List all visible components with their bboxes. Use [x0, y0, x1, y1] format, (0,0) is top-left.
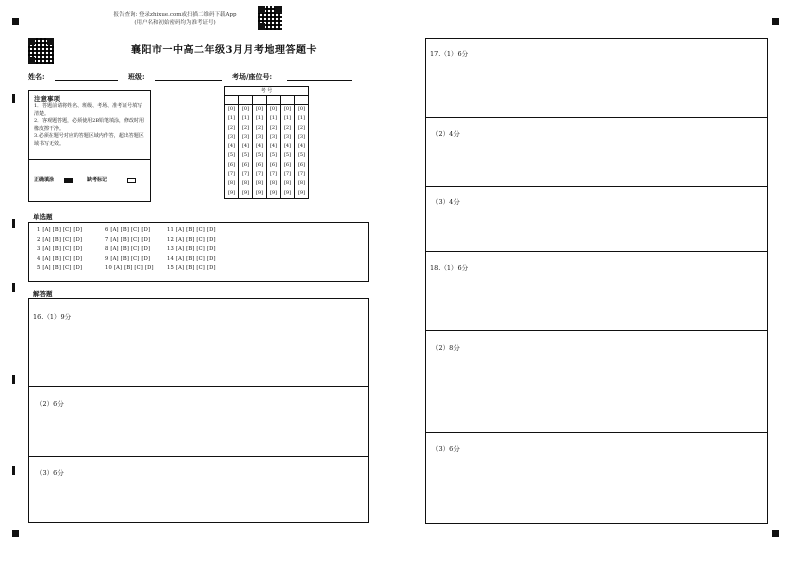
question-label: （2）4分: [432, 130, 460, 138]
answer-section-title: 解答题: [33, 290, 53, 298]
exam-number-bubble[interactable]: [6]: [239, 161, 253, 170]
exam-number-bubble[interactable]: [3]: [239, 133, 253, 142]
exam-number-bubble[interactable]: [7]: [281, 170, 295, 179]
exam-number-bubble[interactable]: [5]: [281, 151, 295, 160]
exam-number-bubble[interactable]: [5]: [225, 151, 239, 160]
exam-number-bubble[interactable]: [3]: [225, 133, 239, 142]
header-note-line2: (用户名和初始密码均为准考证号): [134, 20, 216, 26]
corner-mark: [12, 18, 19, 25]
exam-number-bubble[interactable]: [2]: [253, 124, 267, 133]
answer-box-18-3[interactable]: [425, 432, 768, 524]
answer-box-18-1[interactable]: [425, 251, 768, 331]
exam-number-bubble[interactable]: [3]: [253, 133, 267, 142]
exam-number-write-cell[interactable]: [267, 96, 281, 105]
exam-number-bubble[interactable]: [3]: [295, 133, 309, 142]
question-label: （2）8分: [432, 344, 460, 352]
exam-number-bubble[interactable]: [9]: [225, 189, 239, 199]
choice-question[interactable]: 2 [A] [B] [C] [D]: [37, 236, 83, 243]
class-field[interactable]: [155, 80, 222, 81]
absent-mark-box[interactable]: [127, 178, 136, 183]
exam-number-bubble[interactable]: [1]: [239, 114, 253, 123]
class-label: 班级:: [128, 72, 145, 81]
exam-number-bubble[interactable]: [1]: [253, 114, 267, 123]
choice-question[interactable]: 13 [A] [B] [C] [D]: [167, 246, 216, 253]
choice-question[interactable]: 4 [A] [B] [C] [D]: [37, 255, 83, 262]
exam-number-bubble[interactable]: [6]: [281, 161, 295, 170]
exam-number-bubble[interactable]: [8]: [295, 179, 309, 188]
exam-number-grid: [224, 86, 309, 199]
exam-number-bubble[interactable]: [1]: [281, 114, 295, 123]
exam-number-bubble[interactable]: [2]: [295, 124, 309, 133]
timing-mark: [12, 283, 15, 292]
answer-box-18-2[interactable]: [425, 330, 768, 433]
exam-number-bubble[interactable]: [2]: [225, 124, 239, 133]
exam-number-bubble[interactable]: [5]: [253, 151, 267, 160]
exam-number-bubble[interactable]: [5]: [267, 151, 281, 160]
question-label: （2）6分: [36, 400, 64, 408]
corner-mark: [12, 530, 19, 537]
exam-number-write-cell[interactable]: [225, 96, 239, 105]
exam-number-bubble[interactable]: [8]: [267, 179, 281, 188]
name-field[interactable]: [55, 80, 118, 81]
absent-mark-label: 缺考标记: [87, 177, 108, 183]
question-label: （3）6分: [36, 469, 64, 477]
exam-number-bubble[interactable]: [8]: [239, 179, 253, 188]
corner-mark: [772, 530, 779, 537]
question-label: 18.（1）6分: [430, 264, 469, 272]
exam-number-bubble[interactable]: [1]: [225, 114, 239, 123]
correct-fill-sample: [64, 178, 73, 183]
choice-question[interactable]: 6 [A] [B] [C] [D]: [105, 227, 151, 233]
exam-number-bubble[interactable]: [9]: [295, 189, 309, 199]
qr-code: [258, 6, 282, 30]
exam-number-bubble[interactable]: [0]: [239, 105, 253, 115]
exam-number-bubble[interactable]: [8]: [253, 179, 267, 188]
timing-mark: [12, 466, 15, 475]
timing-mark: [12, 375, 15, 384]
exam-number-bubble[interactable]: [3]: [281, 133, 295, 142]
exam-number-bubble[interactable]: [7]: [239, 170, 253, 179]
seat-field[interactable]: [287, 80, 352, 81]
notice-item: 1．答题前请将姓名、班级、考场、准考证号填写清楚。: [34, 103, 143, 117]
corner-mark: [772, 18, 779, 25]
question-label: （3）4分: [432, 198, 460, 206]
answer-box-16-2[interactable]: [28, 386, 369, 457]
exam-number-bubble[interactable]: [0]: [253, 105, 267, 115]
choice-question[interactable]: 11 [A] [B] [C] [D]: [167, 227, 216, 233]
exam-number-bubble[interactable]: [3]: [267, 133, 281, 142]
choice-question[interactable]: 3 [A] [B] [C] [D]: [37, 246, 83, 253]
qr-code: [28, 38, 54, 64]
choice-question[interactable]: 12 [A] [B] [C] [D]: [167, 236, 216, 243]
exam-number-bubble[interactable]: [1]: [267, 114, 281, 123]
timing-mark: [12, 219, 15, 228]
exam-number-write-cell[interactable]: [239, 96, 253, 105]
exam-number-bubble[interactable]: [6]: [295, 161, 309, 170]
exam-number-bubble[interactable]: [6]: [253, 161, 267, 170]
exam-number-bubble[interactable]: [4]: [253, 142, 267, 151]
exam-number-bubble[interactable]: [2]: [239, 124, 253, 133]
single-choice-title: 单选题: [33, 213, 53, 221]
answer-box-16-1[interactable]: [28, 298, 369, 387]
exam-number-bubble[interactable]: [7]: [225, 170, 239, 179]
exam-number-bubble[interactable]: [0]: [225, 105, 239, 115]
exam-number-write-cell[interactable]: [253, 96, 267, 105]
exam-number-bubble[interactable]: [7]: [295, 170, 309, 179]
choice-question[interactable]: 10 [A] [B] [C] [D]: [105, 265, 154, 272]
exam-number-bubble[interactable]: [4]: [281, 142, 295, 151]
choice-question[interactable]: 15 [A] [B] [C] [D]: [167, 265, 216, 272]
question-label: 17.（1）6分: [430, 50, 469, 58]
choice-question[interactable]: 1 [A] [B] [C] [D]: [37, 227, 83, 233]
exam-number-write-cell[interactable]: [295, 96, 309, 105]
exam-number-bubble[interactable]: [5]: [295, 151, 309, 160]
answer-box-17-1[interactable]: [425, 38, 768, 118]
exam-number-bubble[interactable]: [9]: [281, 189, 295, 199]
answer-box-17-3[interactable]: [425, 186, 768, 252]
exam-number-bubble[interactable]: [1]: [295, 114, 309, 123]
exam-number-bubble[interactable]: [6]: [225, 161, 239, 170]
exam-number-bubble[interactable]: [9]: [253, 189, 267, 199]
name-label: 姓名:: [28, 72, 45, 81]
page-title: 襄阳市一中高二年级3月月考地理答题卡: [131, 45, 317, 56]
choice-question[interactable]: 14 [A] [B] [C] [D]: [167, 255, 216, 262]
exam-number-bubble[interactable]: [2]: [281, 124, 295, 133]
notice-item: 2．客观题答题，必须使用2B铅笔填涂，修改时用橡皮擦干净。: [34, 118, 145, 132]
single-choice-box: [28, 222, 369, 282]
exam-number-bubble[interactable]: [7]: [267, 170, 281, 179]
exam-number-bubble[interactable]: [4]: [267, 142, 281, 151]
notice-box: [28, 90, 151, 202]
notice-item: 3.必须在题号对应的答题区域内作答，超出答题区域书写无效。: [34, 133, 144, 147]
exam-number-bubble[interactable]: [5]: [239, 151, 253, 160]
exam-number-bubble[interactable]: [6]: [267, 161, 281, 170]
choice-question[interactable]: 7 [A] [B] [C] [D]: [105, 236, 151, 243]
correct-fill-label: 正确填涂: [34, 177, 55, 183]
choice-question[interactable]: 9 [A] [B] [C] [D]: [105, 255, 151, 262]
exam-number-write-cell[interactable]: [281, 96, 295, 105]
exam-number-bubble[interactable]: [4]: [225, 142, 239, 151]
question-label: 16.（1）9分: [33, 313, 72, 321]
choice-question[interactable]: 8 [A] [B] [C] [D]: [105, 246, 151, 253]
header-note: [100, 11, 250, 27]
seat-label: 考场/座位号:: [232, 72, 273, 81]
exam-number-bubble[interactable]: [8]: [281, 179, 295, 188]
exam-number-bubble[interactable]: [9]: [239, 189, 253, 199]
exam-number-bubble[interactable]: [0]: [281, 105, 295, 115]
exam-number-bubble[interactable]: [0]: [295, 105, 309, 115]
answer-box-17-2[interactable]: [425, 117, 768, 187]
question-label: （3）6分: [432, 445, 460, 453]
exam-number-bubble[interactable]: [8]: [225, 179, 239, 188]
exam-number-bubble[interactable]: [7]: [253, 170, 267, 179]
exam-number-header: 考 号: [225, 87, 309, 96]
timing-mark: [12, 94, 15, 103]
notice-items: [34, 103, 146, 148]
exam-number-bubble[interactable]: [4]: [239, 142, 253, 151]
header-note-line1: 报告查询: 登录zhixue.com或扫描二维码下载App: [113, 12, 237, 18]
exam-number-bubble[interactable]: [9]: [267, 189, 281, 199]
exam-number-bubble[interactable]: [2]: [267, 124, 281, 133]
exam-number-bubble[interactable]: [0]: [267, 105, 281, 115]
choice-question[interactable]: 5 [A] [B] [C] [D]: [37, 265, 83, 272]
exam-number-bubble[interactable]: [4]: [295, 142, 309, 151]
answer-box-16-3[interactable]: [28, 456, 369, 523]
notice-title: 注意事项: [34, 95, 60, 103]
